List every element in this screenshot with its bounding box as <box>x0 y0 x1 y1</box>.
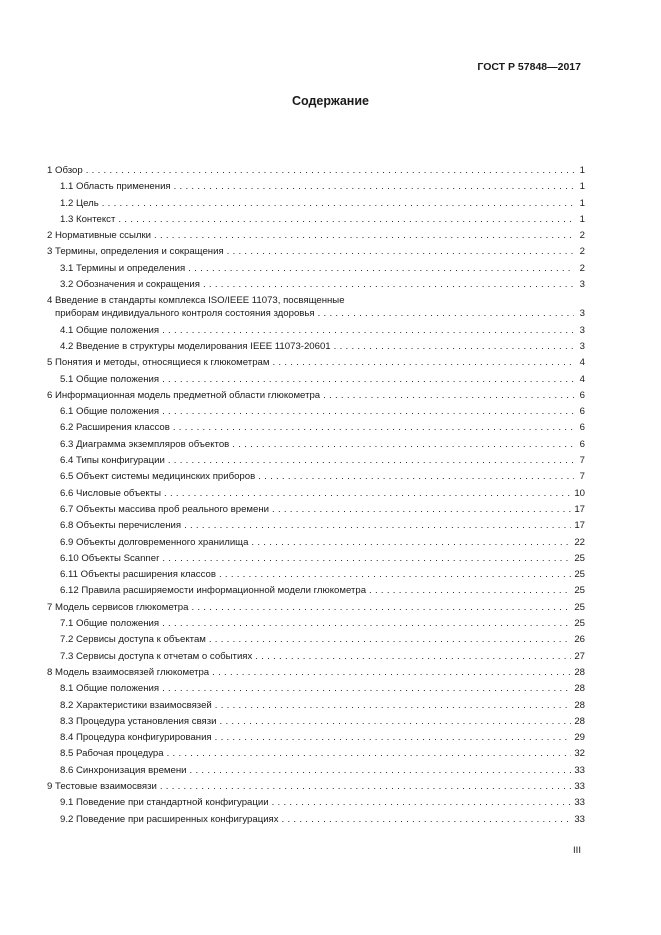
toc-entry-title: 7 Модель сервисов глюкометра <box>47 601 189 613</box>
toc-entry-page: 27 <box>574 650 585 662</box>
dot-leader <box>160 781 572 792</box>
toc-entry[interactable] <box>47 214 585 230</box>
toc-entry-title: 6.9 Объекты долговременного хранилища <box>60 536 249 548</box>
toc-entry[interactable] <box>47 488 585 504</box>
toc-entry[interactable] <box>47 279 585 295</box>
dot-leader <box>220 716 572 727</box>
toc-entry-page: 3 <box>579 340 585 352</box>
toc-entry-page: 33 <box>574 780 585 792</box>
toc-entry[interactable] <box>47 230 585 246</box>
toc-entry-page: 4 <box>579 357 585 369</box>
toc-entry-title: 6.6 Числовые объекты <box>60 487 162 499</box>
dot-leader <box>168 455 574 466</box>
toc-entry-page: 6 <box>579 406 585 418</box>
dot-leader <box>162 683 571 694</box>
toc-entry-page: 25 <box>574 618 585 630</box>
toc-entry-page: 28 <box>574 666 585 678</box>
toc-entry-page: 17 <box>574 503 585 515</box>
toc-entry-title: 7.3 Сервисы доступа к отчетам о событиях <box>60 650 253 662</box>
dot-leader <box>174 181 574 192</box>
toc-entry-title: 6.3 Диаграмма экземпляров объектов <box>60 438 230 450</box>
toc-entry[interactable] <box>47 553 585 569</box>
toc-entry-page: 33 <box>574 813 585 825</box>
toc-entry-page: 3 <box>579 324 585 336</box>
toc-entry-title: 5 Понятия и методы, относящиеся к глюкометрам <box>47 357 270 369</box>
dot-leader <box>282 814 572 825</box>
toc-entry-title: 4.2 Введение в структуры моделирования IEEE 11073-20601 <box>60 340 331 352</box>
dot-leader <box>232 439 574 450</box>
toc-entry[interactable] <box>47 748 585 764</box>
toc-entry[interactable] <box>47 765 585 781</box>
dot-leader <box>162 618 571 629</box>
toc-entry-title: 2 Нормативные ссылки <box>47 230 152 242</box>
toc-entry-page: 10 <box>574 487 585 499</box>
toc-entry[interactable] <box>47 308 585 324</box>
toc-entry[interactable] <box>47 246 585 262</box>
dot-leader <box>255 651 571 662</box>
toc-entry-page: 26 <box>574 634 585 646</box>
toc-entry[interactable] <box>47 325 585 341</box>
dot-leader <box>258 471 574 482</box>
toc-entry-page: 2 <box>579 246 585 258</box>
toc-entry-title: 9 Тестовые взаимосвязи <box>47 780 157 792</box>
dot-leader <box>191 602 571 613</box>
dot-leader <box>272 357 574 368</box>
dot-leader <box>215 732 572 743</box>
toc-entry-title: 6.7 Объекты массива проб реального времени <box>60 503 270 515</box>
dot-leader <box>102 198 574 209</box>
toc-entry[interactable] <box>47 471 585 487</box>
dot-leader <box>251 537 571 548</box>
toc-entry-title: 3.2 Обозначения и сокращения <box>60 279 200 291</box>
toc-entry[interactable] <box>47 716 585 732</box>
toc-entry-title: 3.1 Термины и определения <box>60 262 186 274</box>
toc-entry-title: 8.1 Общие положения <box>60 683 160 695</box>
toc-entry[interactable] <box>47 357 585 373</box>
toc-entry-page: 33 <box>574 764 585 776</box>
dot-leader <box>272 797 572 808</box>
toc-entry-title: 6.4 Типы конфигурации <box>60 455 165 467</box>
toc-entry-title: 6.8 Объекты перечисления <box>60 520 182 532</box>
dot-leader <box>188 263 574 274</box>
toc-entry[interactable] <box>47 683 585 699</box>
toc-entry-title: приборам индивидуального контроля состояния здоровья <box>55 308 315 320</box>
toc-entry[interactable] <box>47 520 585 536</box>
toc-entry-page: 1 <box>579 181 585 193</box>
dot-leader <box>162 553 571 564</box>
toc-entry-title: 7.1 Общие положения <box>60 618 160 630</box>
toc-entry-page: 2 <box>579 262 585 274</box>
dot-leader <box>209 634 571 645</box>
toc-entry-page: 1 <box>579 213 585 225</box>
toc-entry[interactable] <box>47 651 585 667</box>
dot-leader <box>162 374 574 385</box>
toc-entry-title: 6.2 Расширения классов <box>60 422 170 434</box>
toc-entry-title: 8 Модель взаимосвязей глюкометра <box>47 666 210 678</box>
toc-entry[interactable] <box>47 667 585 683</box>
toc-entry-title: 6.10 Объекты Scanner <box>60 552 160 564</box>
toc-entry-page: 22 <box>574 536 585 548</box>
toc-entry-title: 5.1 Общие положения <box>60 373 160 385</box>
toc-entry[interactable] <box>47 165 585 181</box>
toc-entry[interactable] <box>47 504 585 520</box>
toc-entry-page: 7 <box>579 455 585 467</box>
toc-entry-page: 6 <box>579 422 585 434</box>
toc-entry-page: 2 <box>579 230 585 242</box>
dot-leader <box>164 488 571 499</box>
dot-leader <box>154 230 574 241</box>
dot-leader <box>318 308 574 319</box>
toc-entry-title: 6.12 Правила расширяемости информационной модели глюкометра <box>60 585 367 597</box>
toc-entry-page: 25 <box>574 569 585 581</box>
toc-entry[interactable] <box>47 374 585 390</box>
dot-leader <box>184 520 571 531</box>
dot-leader <box>219 569 571 580</box>
toc-entry[interactable] <box>47 181 585 197</box>
toc-entry-title: 8.6 Синхронизация времени <box>60 764 187 776</box>
table-of-contents <box>47 165 585 830</box>
toc-entry-page: 6 <box>579 438 585 450</box>
dot-leader <box>215 700 572 711</box>
dot-leader <box>203 279 574 290</box>
dot-leader <box>118 214 574 225</box>
dot-leader <box>190 765 572 776</box>
toc-entry[interactable] <box>47 341 585 357</box>
toc-entry[interactable] <box>47 390 585 406</box>
dot-leader <box>167 748 572 759</box>
toc-entry-title: 1.3 Контекст <box>60 213 116 225</box>
toc-entry-page: 25 <box>574 552 585 564</box>
dot-leader <box>162 406 574 417</box>
toc-entry-title: 9.2 Поведение при расширенных конфигурациях <box>60 813 279 825</box>
toc-entry[interactable] <box>47 634 585 650</box>
dot-leader <box>323 390 574 401</box>
dot-leader <box>369 585 571 596</box>
toc-entry[interactable] <box>47 263 585 279</box>
toc-entry[interactable] <box>47 814 585 830</box>
toc-entry-page: 6 <box>579 389 585 401</box>
toc-entry-title: 8.5 Рабочая процедура <box>60 748 164 760</box>
toc-entry-page: 7 <box>579 471 585 483</box>
toc-entry-page: 3 <box>579 279 585 291</box>
dot-leader <box>162 325 574 336</box>
dot-leader <box>212 667 571 678</box>
toc-entry-title: 9.1 Поведение при стандартной конфигурации <box>60 797 269 809</box>
toc-entry[interactable] <box>47 585 585 601</box>
toc-entry-page: 28 <box>574 715 585 727</box>
toc-entry-page: 25 <box>574 585 585 597</box>
toc-entry-page: 32 <box>574 748 585 760</box>
toc-entry-title: 6.11 Объекты расширения классов <box>60 569 216 581</box>
toc-entry-page: 28 <box>574 699 585 711</box>
page-title: Содержание <box>291 94 369 108</box>
toc-entry-page: 3 <box>579 308 585 320</box>
toc-entry-title: 4 Введение в стандарты комплекса ISO/IEEE 11073, посвященные <box>47 295 345 307</box>
toc-entry-page: 25 <box>574 601 585 613</box>
toc-entry-page: 17 <box>574 520 585 532</box>
toc-entry[interactable] <box>47 455 585 471</box>
toc-entry[interactable] <box>47 781 585 797</box>
toc-entry-page: 1 <box>579 197 585 209</box>
toc-entry-title: 3 Термины, определения и сокращения <box>47 246 224 258</box>
toc-entry-title: 1.1 Область применения <box>60 181 171 193</box>
toc-entry[interactable] <box>47 618 585 634</box>
toc-entry-title: 1 Обзор <box>47 165 83 176</box>
toc-entry-title: 1.2 Цель <box>60 197 99 209</box>
toc-entry-page: 28 <box>574 683 585 695</box>
toc-entry-title: 8.2 Характеристики взаимосвязей <box>60 699 212 711</box>
toc-entry[interactable] <box>47 797 585 813</box>
toc-entry-title: 7.2 Сервисы доступа к объектам <box>60 634 206 646</box>
toc-entry[interactable] <box>47 700 585 716</box>
toc-entry[interactable] <box>47 732 585 748</box>
toc-entry-title: 6.5 Объект системы медицинских приборов <box>60 471 256 483</box>
toc-entry[interactable] <box>47 198 585 214</box>
toc-entry[interactable] <box>47 537 585 553</box>
toc-entry[interactable] <box>47 295 585 308</box>
dot-leader <box>334 341 574 352</box>
toc-entry-page: 33 <box>574 797 585 809</box>
toc-entry[interactable] <box>47 422 585 438</box>
dot-leader <box>173 422 574 433</box>
toc-entry-page: 4 <box>579 373 585 385</box>
toc-entry[interactable] <box>47 439 585 455</box>
dot-leader <box>272 504 571 515</box>
toc-entry-title: 8.4 Процедура конфигурирования <box>60 732 212 744</box>
dot-leader <box>227 246 574 257</box>
toc-entry[interactable] <box>47 569 585 585</box>
toc-entry-title: 4.1 Общие положения <box>60 324 160 336</box>
toc-entry-page: 29 <box>574 732 585 744</box>
document-number: ГОСТ Р 57848—2017 <box>477 61 581 73</box>
page-folio: III <box>573 845 581 856</box>
toc-entry[interactable] <box>47 406 585 422</box>
dot-leader <box>86 165 574 176</box>
toc-entry-title: 8.3 Процедура установления связи <box>60 715 217 727</box>
toc-entry[interactable] <box>47 602 585 618</box>
toc-entry-page: 1 <box>579 165 585 176</box>
toc-entry-title: 6.1 Общие положения <box>60 406 160 418</box>
toc-entry-title: 6 Информационная модель предметной области глюкометра <box>47 389 321 401</box>
